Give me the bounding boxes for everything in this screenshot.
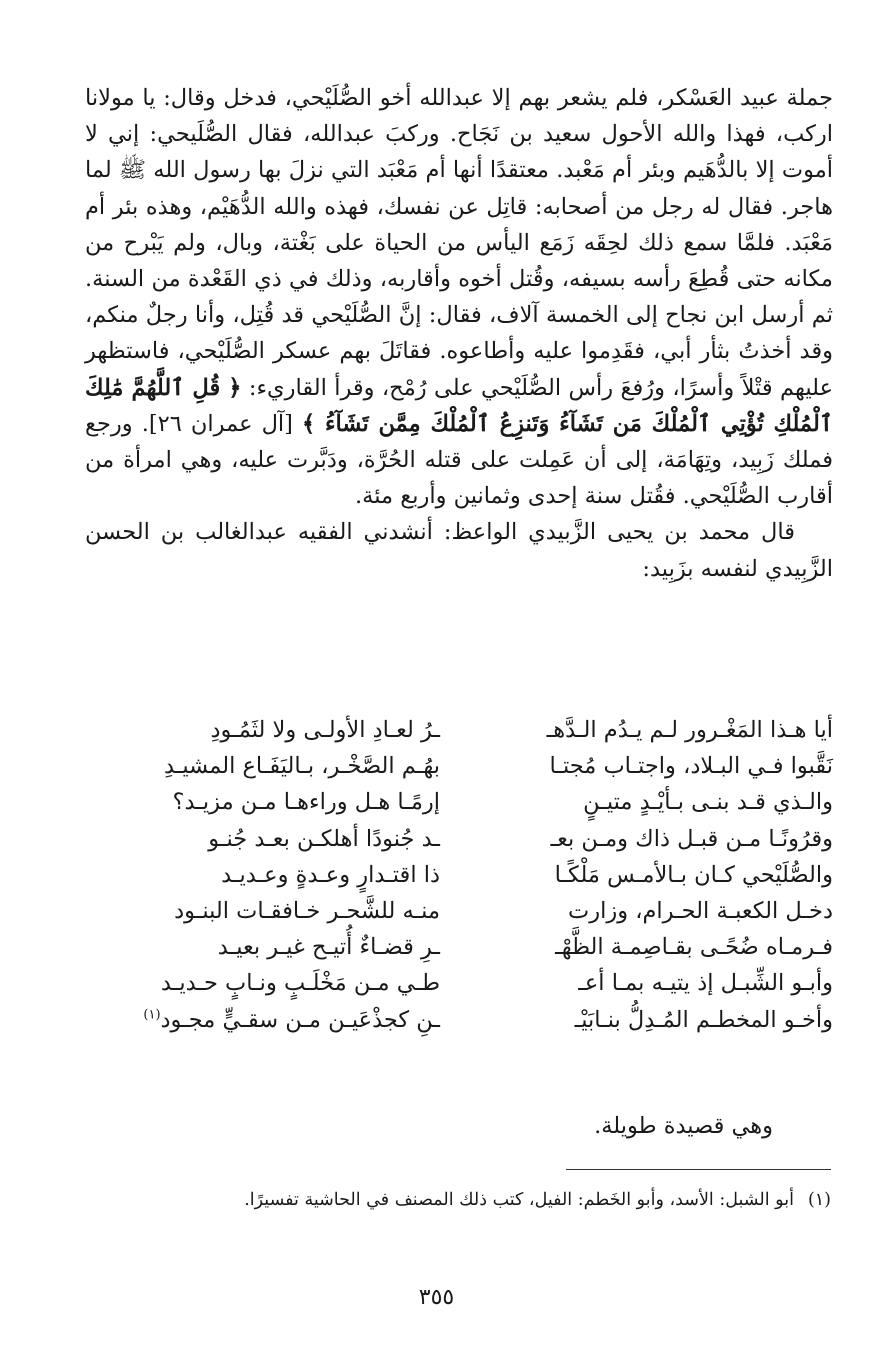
verse-first-hemistich: وأخـو المخطـم المُـدِلُّ بنـابَيْـ <box>574 1006 833 1033</box>
verse-first-hemistich: وقرُونًـا مـن قبـل ذاك ومـن بعـ <box>550 825 833 852</box>
poem-verse <box>85 929 833 965</box>
poem-verse <box>85 893 833 929</box>
poem-verse <box>85 821 833 857</box>
verse-first-hemistich: أيا هـذا المَغْـرور لـم يـدُم الـدَّهـ <box>546 717 833 743</box>
poem-verse <box>85 748 833 784</box>
verse-first-hemistich: والـذي قـد بنـى بـأيْـدٍ متيـنٍ <box>583 789 833 816</box>
verse-second-hemistich <box>85 1002 440 1038</box>
verse-first-hemistich: دخـل الكعبـة الحـرام، وزارت <box>568 897 833 924</box>
verse-second-hemistich: ـرِ قضـاءٌ أُتيـح غيـر بعيـد <box>217 934 440 961</box>
footnote-number: (١) <box>807 1190 831 1210</box>
narrative-text: جملة عبيد العَسْكر، فلم يشعر بهم إلا عبدالله أخو الصُّلَيْحي، فدخل وقال: يا مولانا اركب، فهذا والله الأحول سعيد بن نَجَاح. وركبَ عبدالله، فقال الصُّلَيحي: إني لا أموت إلا بالدُّهَيم وبئر أم مَعْبد. معتقدًا أنها أم مَعْبَد التي نزلَ بها رسول الله ﷺ لما هاجر. فقال له رجل من أصحابه: قاتِل عن نفسك، فهذه والله الدُّهَيْم، وهذه بئر أم مَعْبَد. فلمَّا سمع ذلك لحِقَه زَمَع اليأس من الحياة على بَغْتة، وبال، ولم يَبْرح من مكانه حتى قُطِعَ رأسه بسيفه، وقُتل أخوه وأقاربه، وذلك في ذي القَعْدة من السنة. ثم أرسل ابن نجاح إلى الخمسة آلاف، فقال: إنَّ الصُّلَيْحي قد قُتِل، وأنا رجلٌ منكم، وقد أخذتُ بثأر أبي، فقَدِموا عليه وأطاعوه. فقاتَلَ بهم عسكر الصُّلَيْحي، فاستظهر عليهم قتْلاً وأسرًا، ورُفعَ رأس الصُّلَيْحي على رُمْح، وقرأ القاريء: <box>85 85 833 401</box>
poem-verse <box>85 784 833 820</box>
verse-second-hemistich: بهُـم الصَّخْـر، بـاليَفَـاع المشيـدِ <box>163 753 440 780</box>
quran-verse: ﴿ قُلِ ٱللَّهُمَّ مَٰلِكَ ٱلْمُلْكِ تُؤْتِي ٱلْمُلْكَ مَن تَشَآءُ وَتَنزِعُ ٱلْمُلْكَ مِمَّن تَشَآءُ ﴾ <box>85 374 833 437</box>
verse-second-hemistich: طـي مـن مَخْلَـبٍ ونـابٍ حـديـد <box>160 970 440 997</box>
poem-verse <box>85 857 833 893</box>
verse-first-hemistich: نَقَّبوا فـي البـلاد، واجتـاب مُجتـا <box>549 753 833 780</box>
footnote-reference[interactable]: (١) <box>143 1007 161 1022</box>
footnote-text: أبو الشبل: الأسد، وأبو الخَطم: الفيل، كتب ذلك المصنف في الحاشية تفسيرًا. <box>244 1190 794 1210</box>
verse-second-hemistich: ذا اقتـدارٍ وعـدةٍ وعـديـد <box>221 861 440 888</box>
poem-verse <box>85 1002 833 1038</box>
page-number: ٣٥٥ <box>418 1285 455 1310</box>
verse-second-hemistich: ـرُ لعـادِ الأولـى ولا لثَمُـودِ <box>210 717 440 743</box>
poem-closing-note: وهي قصيدة طويلة. <box>594 1113 773 1139</box>
verse-second-hemistich: ـد جُنودًا أهلكـن بعـد جُنـو <box>208 825 440 852</box>
main-text <box>85 80 833 587</box>
verse-first-hemistich: فـرمـاه ضُحًـى بقـاصِمـة الظَّهْـ <box>555 934 833 961</box>
verse-first-hemistich: والصُّلَيْحي كـان بـالأمـس مَلْكًـا <box>554 861 833 888</box>
poem-verse <box>85 965 833 1001</box>
verse-text: ـنِ كجذْعَيـن مـن سقـيٍّ مجـود <box>160 1006 440 1033</box>
poem <box>85 712 833 1038</box>
verse-second-hemistich: إرمًـا هـل وراءهـا مـن مزيـد؟ <box>172 789 440 816</box>
narrative-tail: [آل عمران ٢٦]. ورجع فملك زَبِيد، وتِهَامَة، إلى أن عَمِلت على قتله الحُرَّة، ودَبَّرت عليه، وهي امرأة من أقارب الصُّلَيْحي. فقُتل سنة إحدى وثمانين وأربع مئة. <box>85 410 833 510</box>
verse-first-hemistich: وأبـو الشِّبـل إذ يتيـه بمـا أعـ <box>578 970 833 997</box>
paragraph-narrative <box>85 80 833 514</box>
paragraph-poem-intro: قال محمد بن يحيى الزَّبيدي الواعظ: أنشدني الفقيه عبدالغالب بن الحسن الزَّبِيدي لنفسه بزَبِيد: <box>85 519 833 582</box>
footnote-separator <box>566 1169 831 1170</box>
footnote <box>51 1186 831 1214</box>
poem-verse <box>85 712 833 748</box>
verse-second-hemistich: منـه للشَّحـر خـافقـات البنـود <box>174 897 440 924</box>
